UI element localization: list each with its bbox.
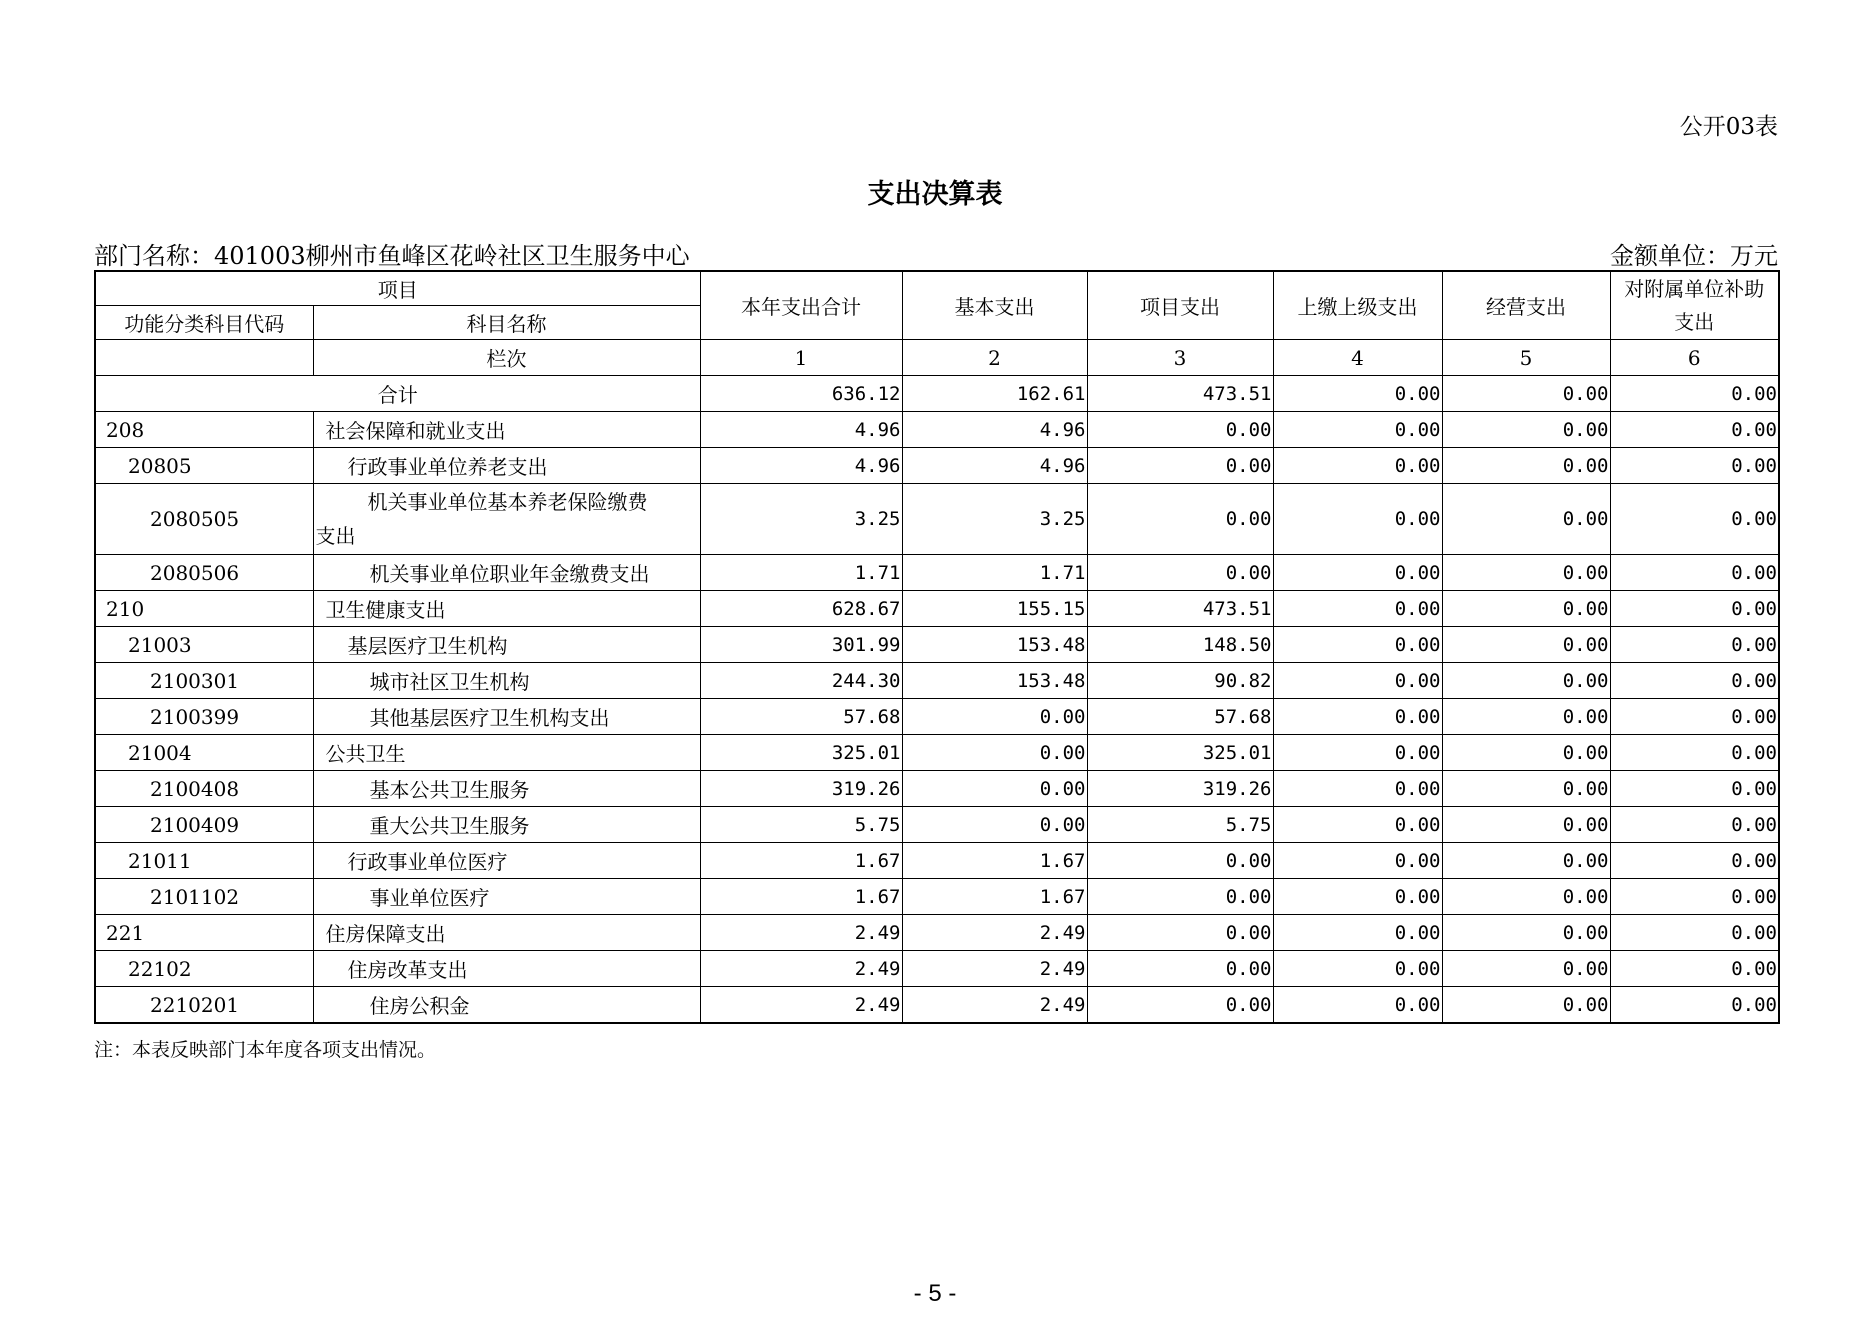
table-row bbox=[95, 987, 1779, 1024]
basic-value: 2.49 bbox=[902, 987, 1087, 1024]
total-value: 1.67 bbox=[700, 879, 902, 915]
subsidy-value: 0.00 bbox=[1610, 376, 1779, 412]
upper-value: 0.00 bbox=[1273, 627, 1442, 663]
basic-value: 0.00 bbox=[902, 735, 1087, 771]
upper-value: 0.00 bbox=[1273, 843, 1442, 879]
header-col-2: 2 bbox=[902, 340, 1087, 376]
subsidy-value: 0.00 bbox=[1610, 412, 1779, 448]
total-value: 2.49 bbox=[700, 987, 902, 1024]
row-name bbox=[313, 484, 700, 555]
row-name: 基本公共卫生服务 bbox=[313, 771, 700, 807]
row-code: 20805 bbox=[95, 448, 313, 484]
header-subsidy-line1: 对附属单位补助 bbox=[1624, 276, 1765, 301]
subsidy-value: 0.00 bbox=[1610, 771, 1779, 807]
subsidy-value: 0.00 bbox=[1610, 951, 1779, 987]
subsidy-value: 0.00 bbox=[1610, 987, 1779, 1024]
basic-value: 2.49 bbox=[902, 915, 1087, 951]
upper-value: 0.00 bbox=[1273, 771, 1442, 807]
business-value: 0.00 bbox=[1442, 412, 1610, 448]
table-row bbox=[95, 663, 1779, 699]
header-upper: 上缴上级支出 bbox=[1273, 271, 1442, 340]
upper-value: 0.00 bbox=[1273, 807, 1442, 843]
upper-value: 0.00 bbox=[1273, 555, 1442, 591]
project-value: 0.00 bbox=[1087, 484, 1273, 555]
project-value: 0.00 bbox=[1087, 915, 1273, 951]
project-value: 0.00 bbox=[1087, 555, 1273, 591]
subsidy-value: 0.00 bbox=[1610, 555, 1779, 591]
row-code: 2100409 bbox=[95, 807, 313, 843]
subsidy-value: 0.00 bbox=[1610, 807, 1779, 843]
table-row bbox=[95, 951, 1779, 987]
table-row bbox=[95, 771, 1779, 807]
row-name: 住房公积金 bbox=[313, 987, 700, 1024]
row-name-line2: 支出 bbox=[315, 524, 356, 548]
header-row-3 bbox=[95, 340, 1779, 376]
header-item: 项目 bbox=[95, 271, 700, 306]
row-code: 21004 bbox=[95, 735, 313, 771]
table-row bbox=[95, 484, 1779, 555]
row-name: 基层医疗卫生机构 bbox=[313, 627, 700, 663]
basic-value: 3.25 bbox=[902, 484, 1087, 555]
business-value: 0.00 bbox=[1442, 915, 1610, 951]
business-value: 0.00 bbox=[1442, 448, 1610, 484]
amount-unit: 金额单位：万元 bbox=[1610, 242, 1778, 270]
header-row-1 bbox=[95, 271, 1779, 306]
table-row bbox=[95, 843, 1779, 879]
row-name: 行政事业单位养老支出 bbox=[313, 448, 700, 484]
business-value: 0.00 bbox=[1442, 951, 1610, 987]
row-name: 重大公共卫生服务 bbox=[313, 807, 700, 843]
department-name: 部门名称：401003柳州市鱼峰区花岭社区卫生服务中心 bbox=[94, 242, 690, 270]
header-col-1: 1 bbox=[700, 340, 902, 376]
header-subsidy bbox=[1610, 271, 1779, 340]
basic-value: 153.48 bbox=[902, 627, 1087, 663]
row-name: 卫生健康支出 bbox=[313, 591, 700, 627]
row-code: 2210201 bbox=[95, 987, 313, 1024]
basic-value: 4.96 bbox=[902, 412, 1087, 448]
project-value: 5.75 bbox=[1087, 807, 1273, 843]
header-col-label: 栏次 bbox=[313, 340, 700, 376]
upper-value: 0.00 bbox=[1273, 735, 1442, 771]
subsidy-value: 0.00 bbox=[1610, 843, 1779, 879]
table-row bbox=[95, 555, 1779, 591]
header-col-4: 4 bbox=[1273, 340, 1442, 376]
header-project: 项目支出 bbox=[1087, 271, 1273, 340]
project-value: 0.00 bbox=[1087, 843, 1273, 879]
row-code: 2100301 bbox=[95, 663, 313, 699]
header-subsidy-line2: 支出 bbox=[1674, 309, 1715, 334]
row-name: 其他基层医疗卫生机构支出 bbox=[313, 699, 700, 735]
project-value: 148.50 bbox=[1087, 627, 1273, 663]
project-value: 0.00 bbox=[1087, 987, 1273, 1024]
project-value: 0.00 bbox=[1087, 951, 1273, 987]
business-value: 0.00 bbox=[1442, 843, 1610, 879]
row-code: 22102 bbox=[95, 951, 313, 987]
project-value: 325.01 bbox=[1087, 735, 1273, 771]
row-name: 公共卫生 bbox=[313, 735, 700, 771]
total-value: 628.67 bbox=[700, 591, 902, 627]
business-value: 0.00 bbox=[1442, 771, 1610, 807]
total-row bbox=[95, 376, 1779, 412]
row-name: 行政事业单位医疗 bbox=[313, 843, 700, 879]
total-value: 244.30 bbox=[700, 663, 902, 699]
upper-value: 0.00 bbox=[1273, 484, 1442, 555]
form-number: 公开03表 bbox=[1679, 114, 1778, 140]
business-value: 0.00 bbox=[1442, 807, 1610, 843]
row-name-line1: 机关事业单位基本养老保险缴费 bbox=[367, 490, 648, 514]
project-value: 57.68 bbox=[1087, 699, 1273, 735]
total-value: 301.99 bbox=[700, 627, 902, 663]
row-code: 221 bbox=[95, 915, 313, 951]
total-value: 5.75 bbox=[700, 807, 902, 843]
project-value: 473.51 bbox=[1087, 591, 1273, 627]
page-title: 支出决算表 bbox=[867, 179, 1003, 210]
basic-value: 162.61 bbox=[902, 376, 1087, 412]
subsidy-value: 0.00 bbox=[1610, 879, 1779, 915]
business-value: 0.00 bbox=[1442, 987, 1610, 1024]
project-value: 90.82 bbox=[1087, 663, 1273, 699]
page-number: - 5 - bbox=[913, 1280, 957, 1307]
row-code: 21003 bbox=[95, 627, 313, 663]
upper-value: 0.00 bbox=[1273, 591, 1442, 627]
table-row bbox=[95, 735, 1779, 771]
total-value: 2.49 bbox=[700, 951, 902, 987]
row-name: 住房保障支出 bbox=[313, 915, 700, 951]
row-code: 2080506 bbox=[95, 555, 313, 591]
header-col-6: 6 bbox=[1610, 340, 1779, 376]
subsidy-value: 0.00 bbox=[1610, 915, 1779, 951]
total-value: 3.25 bbox=[700, 484, 902, 555]
upper-value: 0.00 bbox=[1273, 951, 1442, 987]
upper-value: 0.00 bbox=[1273, 915, 1442, 951]
business-value: 0.00 bbox=[1442, 879, 1610, 915]
total-value: 319.26 bbox=[700, 771, 902, 807]
subsidy-value: 0.00 bbox=[1610, 627, 1779, 663]
basic-value: 155.15 bbox=[902, 591, 1087, 627]
basic-value: 1.67 bbox=[902, 843, 1087, 879]
business-value: 0.00 bbox=[1442, 484, 1610, 555]
row-code: 210 bbox=[95, 591, 313, 627]
business-value: 0.00 bbox=[1442, 627, 1610, 663]
subsidy-value: 0.00 bbox=[1610, 448, 1779, 484]
table-row bbox=[95, 879, 1779, 915]
row-code: 2101102 bbox=[95, 879, 313, 915]
row-code: 2100408 bbox=[95, 771, 313, 807]
header-col-5: 5 bbox=[1442, 340, 1610, 376]
basic-value: 1.67 bbox=[902, 879, 1087, 915]
total-value: 57.68 bbox=[700, 699, 902, 735]
header-business: 经营支出 bbox=[1442, 271, 1610, 340]
upper-value: 0.00 bbox=[1273, 879, 1442, 915]
basic-value: 153.48 bbox=[902, 663, 1087, 699]
header-blank bbox=[95, 340, 313, 376]
table-row bbox=[95, 915, 1779, 951]
header-total: 本年支出合计 bbox=[700, 271, 902, 340]
table-row bbox=[95, 699, 1779, 735]
project-value: 319.26 bbox=[1087, 771, 1273, 807]
expenditure-table bbox=[94, 270, 1780, 1024]
row-code: 2100399 bbox=[95, 699, 313, 735]
header-col-3: 3 bbox=[1087, 340, 1273, 376]
subsidy-value: 0.00 bbox=[1610, 591, 1779, 627]
business-value: 0.00 bbox=[1442, 376, 1610, 412]
basic-value: 1.71 bbox=[902, 555, 1087, 591]
upper-value: 0.00 bbox=[1273, 987, 1442, 1024]
basic-value: 0.00 bbox=[902, 771, 1087, 807]
basic-value: 0.00 bbox=[902, 807, 1087, 843]
row-code: 21011 bbox=[95, 843, 313, 879]
upper-value: 0.00 bbox=[1273, 663, 1442, 699]
table-row bbox=[95, 627, 1779, 663]
total-value: 2.49 bbox=[700, 915, 902, 951]
row-code: 2080505 bbox=[95, 484, 313, 555]
table-row bbox=[95, 807, 1779, 843]
subsidy-value: 0.00 bbox=[1610, 735, 1779, 771]
table-note: 注：本表反映部门本年度各项支出情况。 bbox=[94, 1039, 437, 1061]
row-code: 208 bbox=[95, 412, 313, 448]
row-name: 住房改革支出 bbox=[313, 951, 700, 987]
header-name: 科目名称 bbox=[313, 306, 700, 340]
total-label: 合计 bbox=[95, 376, 700, 412]
project-value: 0.00 bbox=[1087, 448, 1273, 484]
total-value: 4.96 bbox=[700, 448, 902, 484]
business-value: 0.00 bbox=[1442, 699, 1610, 735]
basic-value: 4.96 bbox=[902, 448, 1087, 484]
upper-value: 0.00 bbox=[1273, 448, 1442, 484]
header-code: 功能分类科目代码 bbox=[95, 306, 313, 340]
subsidy-value: 0.00 bbox=[1610, 484, 1779, 555]
basic-value: 0.00 bbox=[902, 699, 1087, 735]
upper-value: 0.00 bbox=[1273, 376, 1442, 412]
total-value: 636.12 bbox=[700, 376, 902, 412]
project-value: 473.51 bbox=[1087, 376, 1273, 412]
table-row bbox=[95, 412, 1779, 448]
upper-value: 0.00 bbox=[1273, 412, 1442, 448]
subsidy-value: 0.00 bbox=[1610, 663, 1779, 699]
total-value: 325.01 bbox=[700, 735, 902, 771]
row-name: 城市社区卫生机构 bbox=[313, 663, 700, 699]
total-value: 4.96 bbox=[700, 412, 902, 448]
table-row bbox=[95, 591, 1779, 627]
project-value: 0.00 bbox=[1087, 879, 1273, 915]
basic-value: 2.49 bbox=[902, 951, 1087, 987]
row-name: 机关事业单位职业年金缴费支出 bbox=[313, 555, 700, 591]
table-row bbox=[95, 448, 1779, 484]
total-value: 1.71 bbox=[700, 555, 902, 591]
business-value: 0.00 bbox=[1442, 555, 1610, 591]
business-value: 0.00 bbox=[1442, 591, 1610, 627]
row-name: 社会保障和就业支出 bbox=[313, 412, 700, 448]
business-value: 0.00 bbox=[1442, 663, 1610, 699]
total-value: 1.67 bbox=[700, 843, 902, 879]
upper-value: 0.00 bbox=[1273, 699, 1442, 735]
header-basic: 基本支出 bbox=[902, 271, 1087, 340]
subsidy-value: 0.00 bbox=[1610, 699, 1779, 735]
row-name: 事业单位医疗 bbox=[313, 879, 700, 915]
business-value: 0.00 bbox=[1442, 735, 1610, 771]
project-value: 0.00 bbox=[1087, 412, 1273, 448]
